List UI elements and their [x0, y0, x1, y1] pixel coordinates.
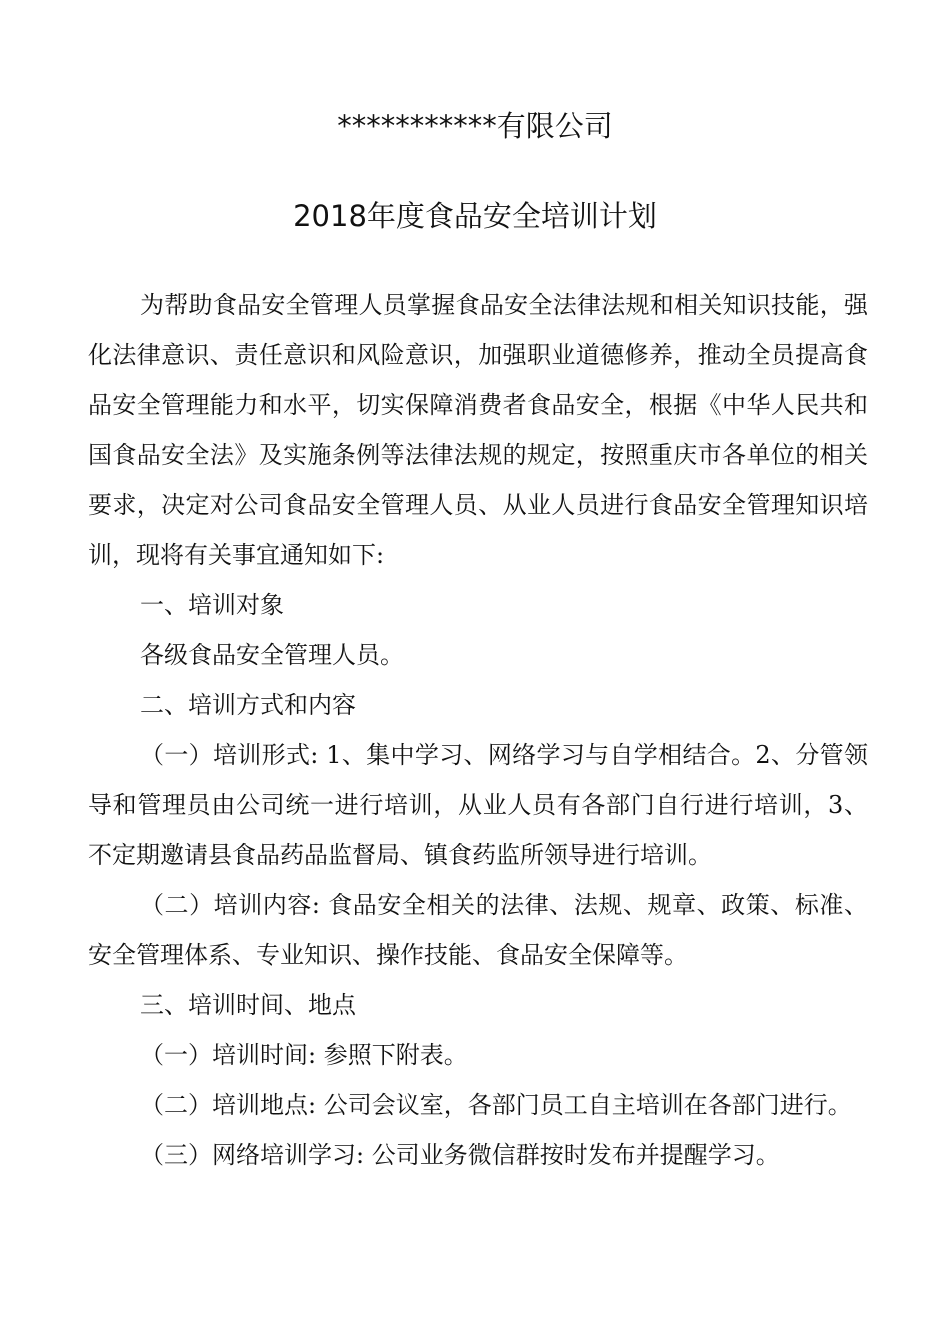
section-heading-training-target: 一、培训对象	[140, 591, 284, 619]
training-time-paragraph: （一）培训时间: 参照下附表。	[140, 1041, 468, 1069]
intro-paragraph: 为帮助食品安全管理人员掌握食品安全法律法规和相关知识技能，强化法律意识、责任意识和风险意识，加强职业道德修养，推动全员提高食品安全管理能力和水平，切实保障消费者食品安全，根据《中华人民共和国食品安全法》及实施条例等法律法规的规定，按照重庆市各单位的相关要求，决定对公司食品安全管理人员、从业人员进行食品安全管理知识培训，现将有关事宜通知如下:	[88, 291, 868, 569]
section-heading-training-method: 二、培训方式和内容	[140, 691, 356, 719]
section-heading-time-location: 三、培训时间、地点	[140, 991, 356, 1019]
training-target-text: 各级食品安全管理人员。	[140, 641, 404, 669]
training-form-paragraph: （一）培训形式: 1、集中学习、网络学习与自学相结合。2、分管领导和管理员由公司统一进行培训，从业人员有各部门自行进行培训，3、不定期邀请县食品药品监督局、镇食药监所领导进行培训。	[88, 741, 868, 869]
training-content-paragraph: （二）培训内容: 食品安全相关的法律、法规、规章、政策、标准、安全管理体系、专业知识、操作技能、食品安全保障等。	[88, 891, 868, 969]
online-training-paragraph: （三）网络培训学习: 公司业务微信群按时发布并提醒学习。	[140, 1141, 780, 1169]
document-body	[88, 280, 868, 1180]
training-location-paragraph: （二）培训地点: 公司会议室，各部门员工自主培训在各部门进行。	[140, 1091, 852, 1119]
company-title: ***********有限公司	[337, 109, 613, 143]
plan-title: 2018年度食品安全培训计划	[293, 199, 657, 233]
